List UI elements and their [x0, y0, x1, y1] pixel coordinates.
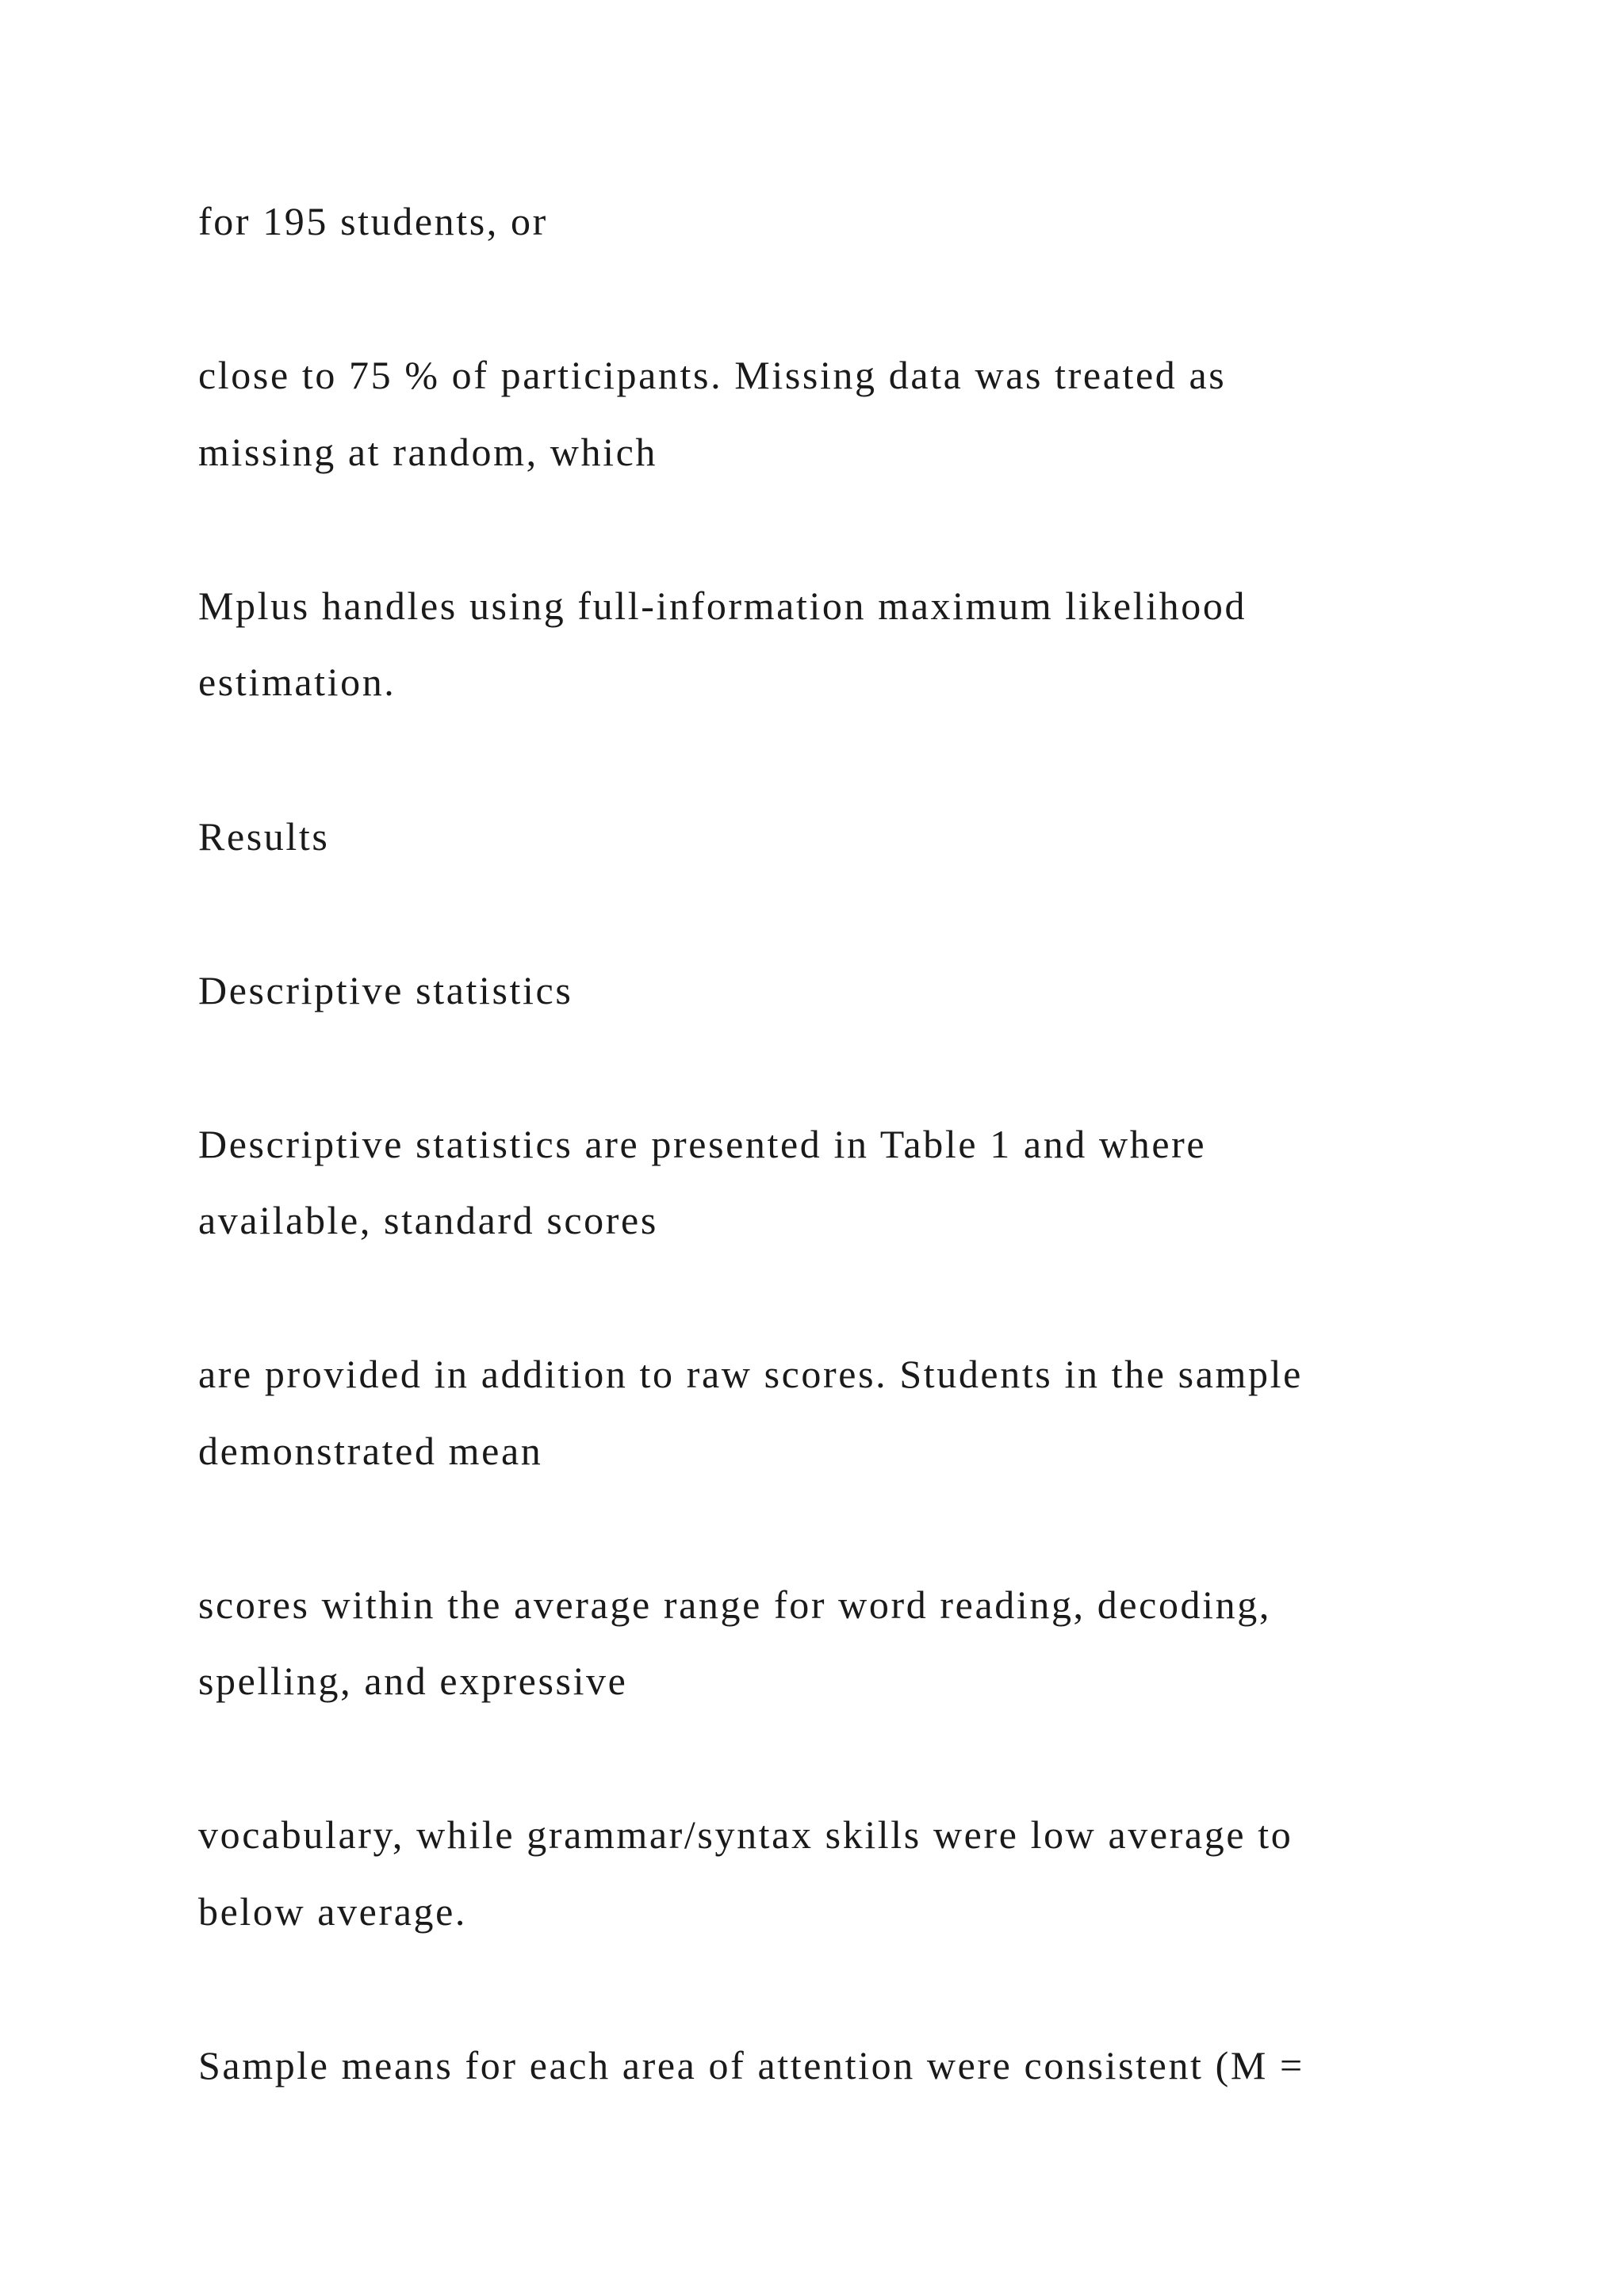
text-line-13: spelling, and expressive [198, 1659, 628, 1703]
text-line-16: Sample means for each area of attention were consistent (M = [198, 2043, 1304, 2087]
text-line-5: estimation. [198, 660, 396, 704]
text-line-2: close to 75 % of participants. Missing data was treated as [198, 353, 1227, 397]
text-line-4: Mplus handles using full-information maximum likelihood [198, 584, 1247, 628]
text-line-12: scores within the average range for word reading, decoding, [198, 1582, 1271, 1627]
text-line-10: are provided in addition to raw scores. Students in the sample [198, 1352, 1303, 1396]
text-line-3: missing at random, which [198, 430, 658, 474]
text-line-1: for 195 students, or [198, 199, 548, 243]
text-line-11: demonstrated mean [198, 1429, 543, 1473]
text-line-15: below average. [198, 1889, 468, 1934]
subsection-heading-descriptive-statistics: Descriptive statistics [198, 968, 573, 1012]
section-heading-results: Results [198, 814, 330, 859]
text-line-14: vocabulary, while grammar/syntax skills were low average to [198, 1812, 1293, 1857]
text-line-9: available, standard scores [198, 1198, 658, 1242]
text-line-8: Descriptive statistics are presented in Table 1 and where [198, 1122, 1207, 1166]
